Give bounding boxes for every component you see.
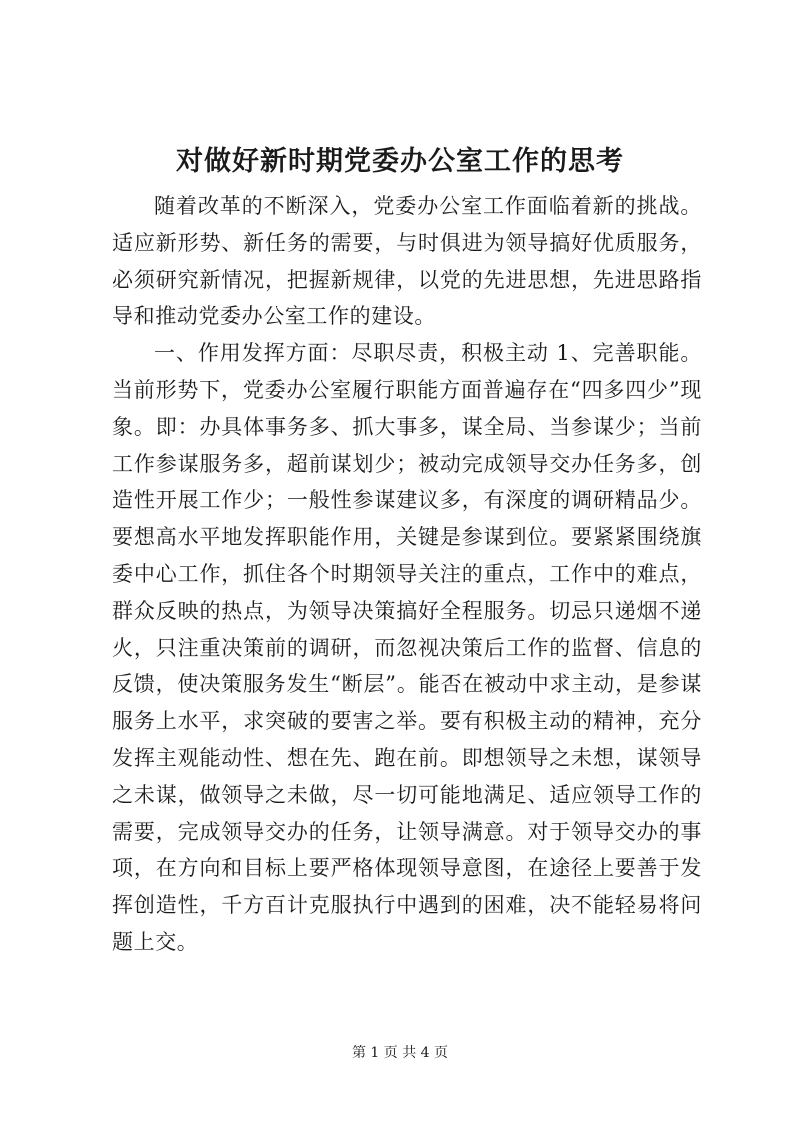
paragraph-section-one: 一、作用发挥方面：尽职尽责，积极主动 1、完善职能。当前形势下，党委办公室履行职能方面普遍存在“四多四少”现象。即：办具体事务多、抓大事多，谋全局、当参谋少；当前工作参谋服务多，超前谋划少；被动完成领导交办任务多，创造性开展工作少；一般性参谋建议多，有深度的调研精品少。要想高水平地发挥职能作用，关键是参谋到位。要紧紧围绕旗委中心工作，抓住各个时期领导关注的重点，工作中的难点，群众反映的热点，为领导决策搞好全程服务。切忌只递烟不递火，只注重决策前的调研，而忽视决策后工作的监督、信息的反馈，使决策服务发生“断层”。能否在被动中求主动，是参谋服务上水平，求突破的要害之举。要有积极主动的精神，充分发挥主观能动性、想在先、跑在前。即想领导之未想，谋领导之未谋，做领导之未做，尽一切可能地满足、适应领导工作的需要，完成领导交办的任务，让领导满意。对于领导交办的事项，在方向和目标上要严格体现领导意图，在途径上要善于发挥创造性，千方百计克服执行中遇到的困难，决不能轻易将问题上交。 — [112, 341, 702, 954]
document-title: 对做好新时期党委办公室工作的思考 — [176, 146, 624, 177]
page-number-footer: 第 1 页 共 4 页 — [351, 1045, 449, 1061]
paragraph-intro: 随着改革的不断深入，党委办公室工作面临着新的挑战。适应新形势、新任务的需要，与时俱进为领导搞好优质服务，必须研究新情况，把握新规律，以党的先进思想，先进思路指导和推动党委办公室工作的建设。 — [112, 194, 702, 329]
document-body — [112, 188, 702, 961]
